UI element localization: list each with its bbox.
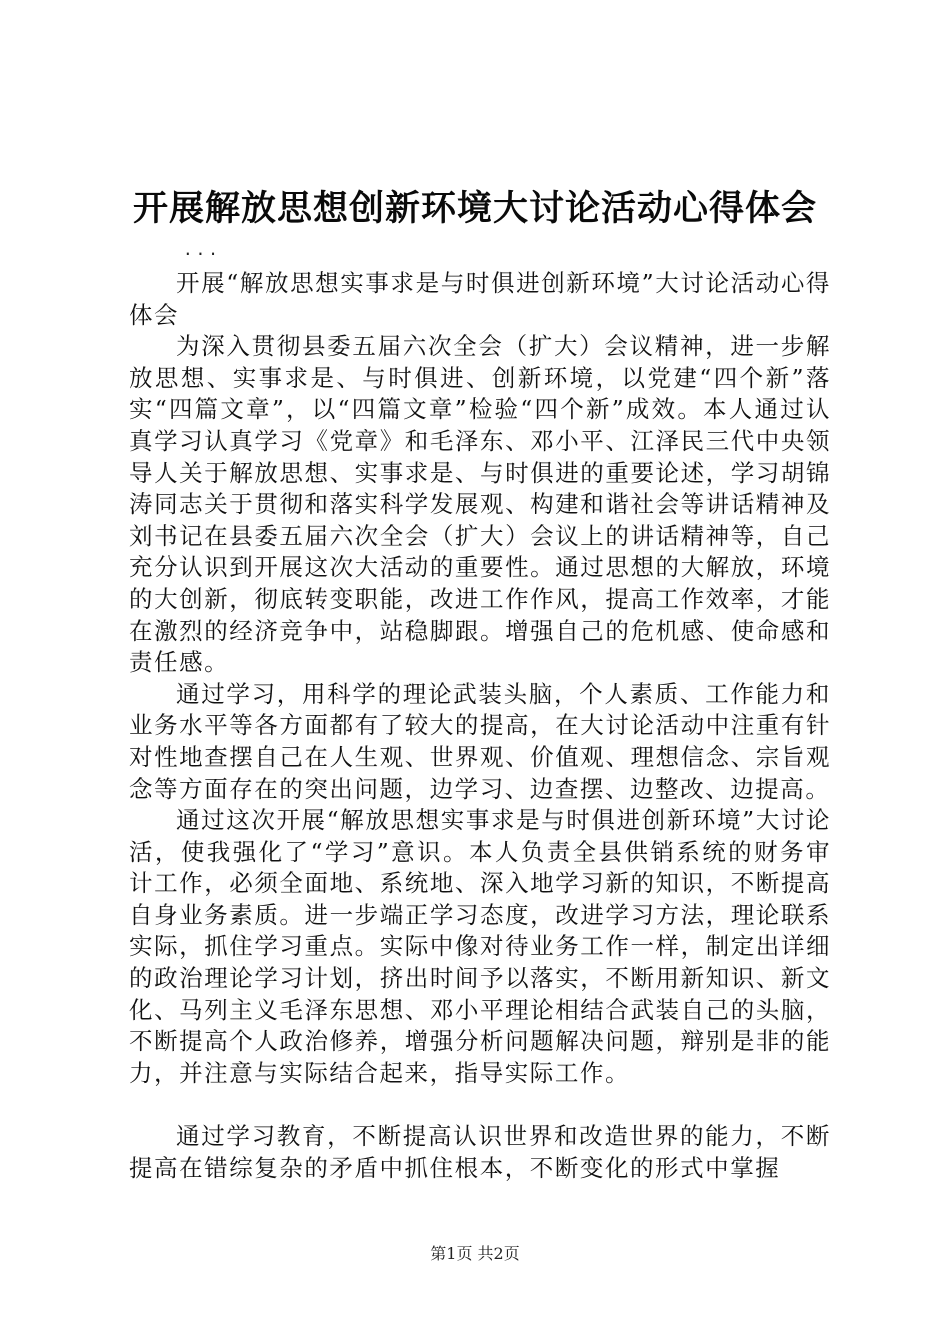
- ellipsis-mark: ...: [183, 240, 221, 259]
- body-paragraph: 为深入贯彻县委五届六次全会（扩大）会议精神，进一步解放思想、实事求是、与时俱进、创新环境，以党建“四个新”落实“四篇文章”，以“四篇文章”检验“四个新”成效。本人通过认真学习认真学习《党章》和毛泽东、邓小平、江泽民三代中央领导人关于解放思想、实事求是、与时俱进的重要论述，学习胡锦涛同志关于贯彻和落实科学发展观、构建和谐社会等讲话精神及刘书记在县委五届六次全会（扩大）会议上的讲话精神等，自己充分认识到开展这次大活动的重要性。通过思想的大解放，环境的大创新，彻底转变职能，改进工作作风，提高工作效率，才能在激烈的经济竞争中，站稳脚跟。增强自己的危机感、使命感和责任感。: [129, 332, 831, 677]
- body-paragraph: 通过这次开展“解放思想实事求是与时俱进创新环境”大讨论活，使我强化了“学习”意识。本人负责全县供销系统的财务审计工作，必须全面地、系统地、深入地学习新的知识，不断提高自身业务素质。进一步端正学习态度，改进学习方法，理论联系实际，抓住学习重点。实际中像对待业务工作一样，制定出详细的政治理论学习计划，挤出时间予以落实，不断用新知识、新文化、马列主义毛泽东思想、邓小平理论相结合武装自己的头脑，不断提高个人政治修养，增强分析问题解决问题，辩别是非的能力，并注意与实际结合起来，指导实际工作。: [129, 806, 831, 1087]
- subtitle-paragraph: 开展“解放思想实事求是与时俱进创新环境”大讨论活动心得体会: [129, 269, 831, 329]
- body-paragraph: 通过学习教育，不断提高认识世界和改造世界的能力，不断提高在错综复杂的矛盾中抓住根本，不断变化的形式中掌握: [129, 1122, 831, 1182]
- document-title: 开展解放思想创新环境大讨论活动心得体会: [132, 188, 817, 229]
- page-number-footer: 第1页 共2页: [430, 1244, 520, 1263]
- document-body: [129, 268, 831, 1184]
- body-paragraph: 通过学习，用科学的理论武装头脑，个人素质、工作能力和业务水平等各方面都有了较大的提高，在大讨论活动中注重有针对性地查摆自己在人生观、世界观、价值观、理想信念、宗旨观念等方面存在的突出问题，边学习、边查摆、边整改、边提高。: [129, 679, 831, 803]
